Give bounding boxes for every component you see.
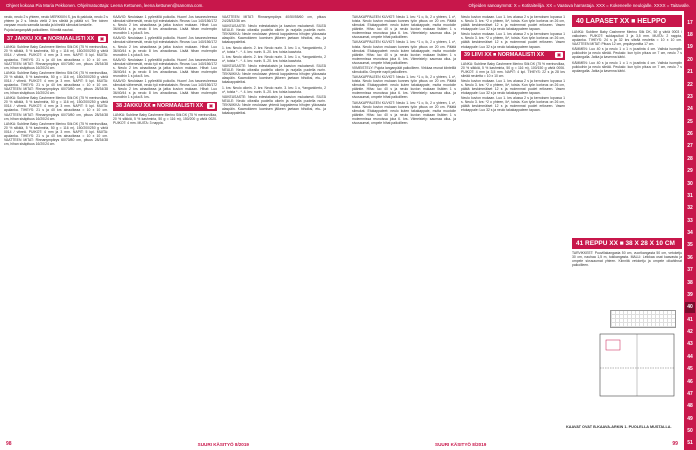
column-5 xyxy=(461,15,565,435)
col4-body-2: TAKAKAPPALEEN KUVIOT: Neulo 1. krs: *1 o, lk, 2 o yhteen, 1 o*, toista. Neulo kuvion mukaan kunnes työn pituus on 20 cm. Päätä silmukat. Etukappaleet: neulo kuten takakappale, mutta muotoile pääntie. Hiha: luo 40 s ja neulo kuvion mukaan lisäten 1 s molemmissa reunoissa joka 6. krs. Viimeistely: saumaa olka- ja sivusaumat, ompele hihat paikoilleen. xyxy=(352,40,456,65)
page-index-tab: 49 xyxy=(687,415,693,422)
col4-body-3: TAKAKAPPALEEN KUVIOT: Neulo 1. krs: *1 o, lk, 2 o yhteen, 1 o*, toista. Neulo kuvion mukaan kunnes työn pituus on 20 cm. Päätä silmukat. Etukappaleet: neulo kuten takakappale, mutta muotoile pääntie. Hiha: luo 40 s ja neulo kuvion mukaan lisäten 1 s molemmissa reunoissa joka 6. krs. Viimeistely: saumaa olka- ja sivusaumat, ompele hihat paikoilleen. xyxy=(352,75,456,100)
top-header-right: Ohjeiden sanoaymmä: X = Kotitaiteilija. XX = Vaatuva harrastaja. XXX = Kokeneelle neulojalle. XXXX = Taitavalle. xyxy=(468,3,690,8)
col6-body3: TARVIKKEET: Puuvillakangasta 50 cm, vuorikangasta 50 cm, vetoketju 30 cm, nauhaa 1,5 m, tukikangasta. MALLI: Leikkaa osat kaavasta ja ompele sivusaumat yhteen. Kiinnitä vetoketju ja ompele olkahihnat paikoilleen. xyxy=(572,251,682,268)
col2-body-repeat-3: KAAVIO: Neulotaan 1 pyöreällä puikolla. Huom! Jos tasoneuleessa silmukat vähenevät, neulo työ edestakaisin. Reuna: Luo 140/156/172 s. Neulo 2 krs ainaoikeaa ja jatka kuvion mukaan. Hihat: Luo 36/40/44 s ja neulo 8 krs ainaoikeaa. Lisää hihan molempiin reunoihin 1 s joka 8. krs. xyxy=(113,79,217,100)
backpack-pattern-schematic xyxy=(566,328,684,424)
page-index-tab: 22 xyxy=(687,81,693,88)
section-header-38: 38 JAKKU XX ■ NORMAALISTI XX ▣ xyxy=(113,102,217,111)
page-index-tab: 50 xyxy=(687,428,693,435)
col5-body2: LANKA: Sublime Baby Cashmere Merino Silk DK (75 % merinovillaa, 20 % silkkiä, 5 % kashmiria, 50 g = 116 m), 100/150 g väriä 0006. PUIKOT: 4 mm ja 3,5 mm. NAPIT: 4 kpl. TIHEYS: 22 s ja 28 krs sileää neuletta = 10 x 10 cm. xyxy=(461,61,565,78)
top-header-bar xyxy=(0,0,696,11)
col3-body: VAIKEUSASTE: Neulo edestakaisin ja kaavion mukaisesti. SILEÄ NEULE: Neulo oikealla puolella oikein ja nurjalla puolella nurin. TEKNIIKKA: Neule neulotaan yhtenä kappaleena hihojen yläosasta alaspäin. Kaarrokkeen luomisen jälkeen jaetaan hihoiksi, etu- ja takakappaleiksi. xyxy=(222,24,326,45)
column-1 xyxy=(4,15,108,435)
page-index-tab: 42 xyxy=(687,329,693,336)
page-index-tab: 28 xyxy=(687,155,693,162)
col1-finish: Pujota langanpäät paikoilleen. Kiinnitä nauhat. xyxy=(4,28,74,33)
page-number-right: 99 xyxy=(672,441,678,447)
page-index-tab: 20 xyxy=(687,56,693,63)
page-index-tab: 25 xyxy=(687,118,693,125)
camera-icon: ▣ xyxy=(555,52,563,58)
page-index-tab: 41 xyxy=(687,316,693,323)
col1-body-repeat: LANKA: Sublime Baby Cashmere Merino Silk DK (75 % merinovillaa, 20 % silkkiä, 5 % kashmiria, 50 g = 116 m), 150/200/250 g väriä 0014 / vihreä. PUIKOT: 4 mm ja 3 mm. NAPIT: 5 kpl. MUITA: apulanka. TIHEYS: 21 s ja 40 krs ainaoikeaa = 10 x 10 cm. VAATTEEN MITAT: Rinnanympärys 60/70/80 cm, pituus 28/34/38 cm, hihan sisäpituus 16/20/24 cm. xyxy=(4,70,108,96)
column-6-top xyxy=(572,30,682,235)
page-index-tab: 32 xyxy=(687,205,693,212)
column-3 xyxy=(222,15,326,435)
section-header-37: 37 JAKKU XX ■ NORMAALISTI XX ▣ xyxy=(4,34,108,43)
col4-body-4: TAKAKAPPALEEN KUVIOT: Neulo 1. krs: *1 o, lk, 2 o yhteen, 1 o*, toista. Neulo kuvion mukaan kunnes työn pituus on 20 cm. Päätä silmukat. Etukappaleet: neulo kuten takakappale, mutta muotoile pääntie. Hiha: luo 40 s ja neulo kuvion mukaan lisäten 1 s molemmissa reunoissa joka 6. krs. Viimeistely: saumaa olka- ja sivusaumat, ompele hihat paikoilleen. xyxy=(352,100,456,125)
page-index-tab: 27 xyxy=(687,143,693,150)
col2-body2: LANKA: Sublime Baby Cashmere Merino Silk DK (75 % merinovillaa, 20 % silkkiä, 5 % kashmiria, 50 g = 116 m), 150/200 g väriä 0020. PUIKOT: 4 mm. MUITA: 3 nappia. xyxy=(113,112,217,125)
page-index-tab: 33 xyxy=(687,217,693,224)
column-6-bottom xyxy=(572,251,682,307)
footer-right-mid: SUURI KÄSITYÖ 8/2019 xyxy=(435,441,487,447)
footer-left-mid: SUURI KÄSITYÖ 8/2019 xyxy=(197,441,249,447)
col3-rows-3: 1. krs: Neulo oikein. 2. krs: Neulo nurin. 3. krs: 1 o, *langankierto, 2 o*, toista * - *. 4. krs: nurin. 5.-20. krs: toista kaaviota. xyxy=(222,85,326,94)
knitting-chart xyxy=(610,310,676,328)
page-index-tabs xyxy=(684,11,696,450)
col5-body-4: Neulo kuvion mukaan. Luo 1. krs alussa 2 s ja kerroksen lopussa 1 s. Neulo 3. krs: *2 o yhteen, lk*, toista. Kun työn korkeus on 26 cm, päätä keskimmäiset 12 s ja molemmat puolet erikseen. Vasen etukappale: Luo 32 s ja neulo takakappaleen tapaan. xyxy=(461,96,565,113)
col1-intro: neulo, neulo 2 s yhteen, neulo MERKKIIN S, jos tk pakkola, neulo 2 s yhteen ja 2 s. Neulo vielä 2 krs sileää ja päätä s:t. Tee toinen varpaan muoto samalla tavalla ja kiinnitä silmukat keskelle. xyxy=(4,15,108,28)
section-header-39: 39 LIIVI XX ■ NORMAALISTI XX ▣ xyxy=(461,51,565,60)
col5-body-3: Neulo kuvion mukaan. Luo 1. krs alussa 2 s ja kerroksen lopussa 1 s. Neulo 3. krs: *2 o yhteen, lk*, toista. Kun työn korkeus on 26 cm, päätä keskimmäiset 12 s ja molemmat puolet erikseen. Vasen etukappale: Luo 32 s ja neulo takakappaleen tapaan. xyxy=(461,78,565,96)
col4-body: TAKAKAPPALEEN KUVIOT: Neulo 1. krs: *1 o, lk, 2 o yhteen, 1 o*, toista. Neulo kuvion mukaan kunnes työn pituus on 20 cm. Päätä silmukat. Etukappaleet: neulo kuten takakappale, mutta muotoile pääntie. Hiha: luo 40 s ja neulo kuvion mukaan lisäten 1 s molemmissa reunoissa joka 6. krs. Viimeistely: saumaa olka- ja sivusaumat, ompele hihat paikoilleen. xyxy=(352,15,456,40)
page-number-left: 98 xyxy=(6,441,12,447)
column-2 xyxy=(113,15,217,435)
page-index-tab: 38 xyxy=(687,279,693,286)
page-index-tab: 30 xyxy=(687,180,693,187)
page-index-tab: 46 xyxy=(687,378,693,385)
col3-hdr1: VAATTEEN MITAT: Rinnanympärys 40/50/55/60 cm, pituus 24/28/32/36 cm. xyxy=(222,15,326,24)
page-index-tab: 17 xyxy=(687,19,693,26)
col5-body: Neulo kuvion mukaan. Luo 1. krs alussa 2 s ja kerroksen lopussa 1 s. Neulo 3. krs: *2 o yhteen, lk*, toista. Kun työn korkeus on 26 cm, päätä keskimmäiset 12 s ja molemmat puolet erikseen. Vasen etukappale: Luo 32 s ja neulo takakappaleen tapaan. xyxy=(461,15,565,32)
page-index-tab: 35 xyxy=(687,242,693,249)
page-index-tab: 36 xyxy=(687,254,693,261)
page-index-tab: 47 xyxy=(687,390,693,397)
col2-body-repeat-2: KAAVIO: Neulotaan 1 pyöreällä puikolla. Huom! Jos tasoneuleessa silmukat vähenevät, neulo työ edestakaisin. Reuna: Luo 140/156/172 s. Neulo 2 krs ainaoikeaa ja jatka kuvion mukaan. Hihat: Luo 36/40/44 s ja neulo 8 krs ainaoikeaa. Lisää hihan molempiin reunoihin 1 s joka 8. krs. xyxy=(113,57,217,79)
page-index-tab: 26 xyxy=(687,131,693,138)
top-header-left: Ohjeet kokoaa Pia Maria Pekkonen. Ohjelmatuottaja: Leena Kettunen, leena.kettunen@sanoma.com. xyxy=(6,3,204,8)
section-header-41: 41 REPPU XX ■ 38 X 28 X 10 CM xyxy=(572,238,682,249)
page-index-tab: 31 xyxy=(687,192,693,199)
camera-icon: ▣ xyxy=(98,36,106,42)
page-index-tab: 51 xyxy=(687,440,693,447)
page-index-tab: 24 xyxy=(687,106,693,113)
page-index-tab: 39 xyxy=(687,291,693,298)
page-index-tab: 19 xyxy=(687,44,693,51)
col2-body-repeat: KAAVIO: Neulotaan 1 pyöreällä puikolla. Huom! Jos tasoneuleessa silmukat vähenevät, neulo työ edestakaisin. Reuna: Luo 140/156/172 s. Neulo 2 krs ainaoikeaa ja jatka kuvion mukaan. Hihat: Luo 36/40/44 s ja neulo 8 krs ainaoikeaa. Lisää hihan molempiin reunoihin 1 s joka 8. krs. xyxy=(113,36,217,57)
col1-body-repeat-2: LANKA: Sublime Baby Cashmere Merino Silk DK (75 % merinovillaa, 20 % silkkiä, 5 % kashmiria, 50 g = 116 m), 150/200/250 g väriä 0014 / vihreä. PUIKOT: 4 mm ja 3 mm. NAPIT: 5 kpl. MUITA: apulanka. TIHEYS: 21 s ja 40 krs ainaoikeaa = 10 x 10 cm. VAATTEEN MITAT: Rinnanympärys 60/70/80 cm, pituus 28/34/38 cm, hihan sisäpituus 16/20/24 cm. xyxy=(4,96,108,121)
col4-sections: VIIMEISTELY: Pujota langanpäät paikoilleen. Virkkaa reunat kiinteillä silmukoilla. Ompele napit paikoilleen. xyxy=(352,65,456,74)
section-header-40: 40 LAPASET XX ■ HELPPO xyxy=(572,15,682,27)
page-index-tab: 21 xyxy=(687,69,693,76)
page-index-tab: 48 xyxy=(687,403,693,410)
page-index-tab: 37 xyxy=(687,267,693,274)
camera-icon: ▣ xyxy=(207,103,215,109)
col2-body: KAAVIO: Neulotaan 1 pyöreällä puikolla. Huom! Jos tasoneuleessa silmukat vähenevät, neulo työ edestakaisin. Reuna: Luo 140/156/172 s. Neulo 2 krs ainaoikeaa ja jatka kuvion mukaan. Hihat: Luo 36/40/44 s ja neulo 8 krs ainaoikeaa. Lisää hihan molempiin reunoihin 1 s joka 8. krs. xyxy=(113,15,217,36)
page-index-tab: 40 xyxy=(685,302,695,313)
page-index-tab: 45 xyxy=(687,366,693,373)
column-4 xyxy=(352,15,456,435)
col3-rows: 1. krs: Neulo oikein. 2. krs: Neulo nurin. 3. krs: 1 o, *langankierto, 2 o*, toista * - *. 4. krs: nurin. 5.-20. krs: toista kaaviota. xyxy=(222,45,326,54)
page-index-tab: 43 xyxy=(687,341,693,348)
col3-body-2: VAIKEUSASTE: Neulo edestakaisin ja kaavion mukaisesti. SILEÄ NEULE: Neulo oikealla puolella oikein ja nurjalla puolella nurin. TEKNIIKKA: Neule neulotaan yhtenä kappaleena hihojen yläosasta alaspäin. Kaarrokkeen luomisen jälkeen jaetaan hihoiksi, etu- ja takakappaleiksi. xyxy=(222,64,326,85)
page-index-tab: 23 xyxy=(687,93,693,100)
page-index-tab: 44 xyxy=(687,353,693,360)
col6-body2-repeat: KÄMMEN: Luo 40 s ja neulo 1 o 1 n joustinta 4 cm. Vaihda isompiin puikkoihin ja neulo sileää. Peukalo: kun työn pituus on 7 cm, neulo 7 s apulangalla. Jatka ja kavenna kärki. xyxy=(572,60,682,73)
col1-body: LANKA: Sublime Baby Cashmere Merino Silk DK (75 % merinovillaa, 20 % silkkiä, 5 % kashmiria, 50 g = 116 m), 150/200/250 g väriä 0014 / vihreä. PUIKOT: 4 mm ja 3 mm. NAPIT: 5 kpl. MUITA: apulanka. TIHEYS: 21 s ja 40 krs ainaoikeaa = 10 x 10 cm. VAATTEEN MITAT: Rinnanympärys 60/70/80 cm, pituus 28/34/38 cm, hihan sisäpituus 16/20/24 cm. xyxy=(4,45,108,70)
col6-body: LANKA: Sublime Baby Cashmere Merino Silk DK, 50 g väriä 0003 / valkoinen. PUIKOT: sukkapuikot 3 ja 3,5 mm. MUITA: 2 nappia, apulanka. TIHEYS: 24 s ja 32 krs sileää neuletta = 10 x 10 cm. VAATTEEN MITAT: Pituus 12 cm, ympärysmitta 17 cm. xyxy=(572,30,682,47)
col5-body-2: Neulo kuvion mukaan. Luo 1. krs alussa 2 s ja kerroksen lopussa 1 s. Neulo 3. krs: *2 o yhteen, lk*, toista. Kun työn korkeus on 26 cm, päätä keskimmäiset 12 s ja molemmat puolet erikseen. Vasen etukappale: Luo 32 s ja neulo takakappaleen tapaan. xyxy=(461,32,565,49)
page-index-tab: 29 xyxy=(687,168,693,175)
schematic-caption: KAAVAT OVAT B-KAAVA-ARKIN 1. PUOLELLA MUSTALLA. xyxy=(566,425,672,429)
bottom-footer xyxy=(0,438,684,450)
col3-body-3: VAIKEUSASTE: Neulo edestakaisin ja kaavion mukaisesti. SILEÄ NEULE: Neulo oikealla puolella oikein ja nurjalla puolella nurin. TEKNIIKKA: Neule neulotaan yhtenä kappaleena hihojen yläosasta alaspäin. Kaarrokkeen luomisen jälkeen jaetaan hihoiksi, etu- ja takakappaleiksi. xyxy=(222,94,326,116)
col6-body2: KÄMMEN: Luo 40 s ja neulo 1 o 1 n joustinta 4 cm. Vaihda isompiin puikkoihin ja neulo sileää. Peukalo: kun työn pituus on 7 cm, neulo 7 s apulangalla. Jatka ja kavenna kärki. xyxy=(572,47,682,60)
col3-rows-2: 1. krs: Neulo oikein. 2. krs: Neulo nurin. 3. krs: 1 o, *langankierto, 2 o*, toista * - *. 4. krs: nurin. 5.-20. krs: toista kaaviota. xyxy=(222,54,326,64)
page-index-tab: 18 xyxy=(687,32,693,39)
col1-body-repeat-3: LANKA: Sublime Baby Cashmere Merino Silk DK (75 % merinovillaa, 20 % silkkiä, 5 % kashmiria, 50 g = 116 m), 150/200/250 g väriä 0014 / vihreä. PUIKOT: 4 mm ja 3 mm. NAPIT: 5 kpl. MUITA: apulanka. TIHEYS: 21 s ja 40 krs ainaoikeaa = 10 x 10 cm. VAATTEEN MITAT: Rinnanympärys 60/70/80 cm, pituus 28/34/38 cm, hihan sisäpituus 16/20/24 cm. xyxy=(4,121,108,147)
page-index-tab: 34 xyxy=(687,230,693,237)
